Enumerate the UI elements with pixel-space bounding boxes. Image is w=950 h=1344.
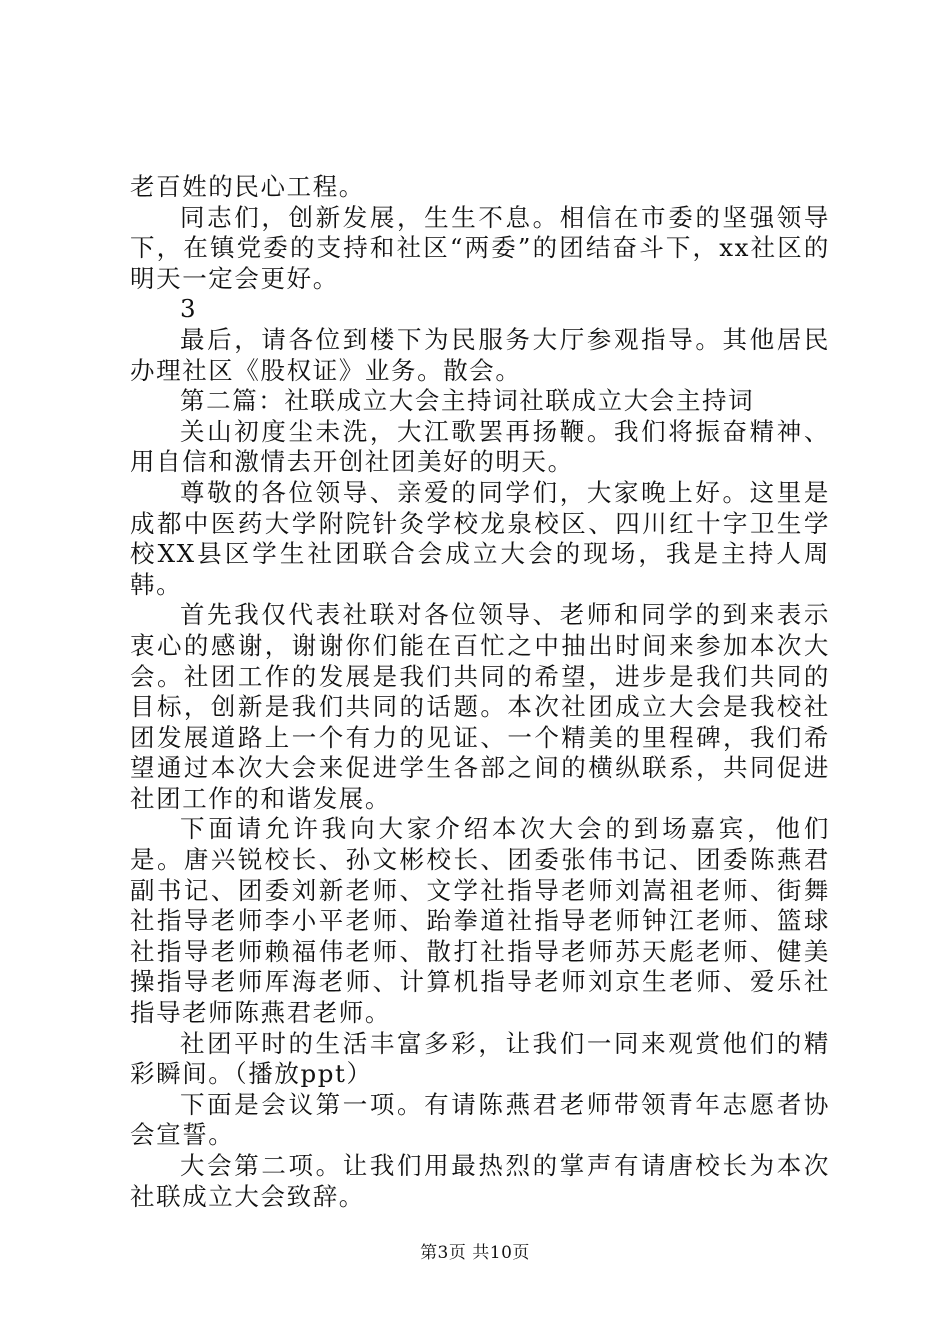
paragraph-12: 大会第二项。让我们用最热烈的掌声有请唐校长为本次社联成立大会致辞。: [130, 1151, 830, 1211]
paragraph-9: 下面请允许我向大家介绍本次大会的到场嘉宾，他们是。唐兴锐校长、孙文彬校长、团委张伟书记、团委陈燕君副书记、团委刘新老师、文学社指导老师刘嵩祖老师、街舞社指导老师李小平老师、跆拳道社指导老师钟江老师、篮球社指导老师赖福伟老师、散打社指导老师苏天彪老师、健美操指导老师厍海老师、计算机指导老师刘京生老师、爱乐社指导老师陈燕君老师。: [130, 814, 830, 1028]
paragraph-6: 关山初度尘未洗，大江歌罢再扬鞭。我们将振奋精神、用自信和激情去开创社团美好的明天。: [130, 416, 830, 477]
paragraph-2: 同志们，创新发展，生生不息。相信在市委的坚强领导下，在镇党委的支持和社区“两委”的团结奋斗下，xx社区的明天一定会更好。: [130, 202, 830, 293]
paragraph-4: 最后，请各位到楼下为民服务大厅参观指导。其他居民办理社区《股权证》业务。散会。: [130, 324, 830, 385]
paragraph-7: 尊敬的各位领导、亲爱的同学们，大家晚上好。这里是成都中医药大学附院针灸学校龙泉校区、四川红十字卫生学校XX县区学生社团联合会成立大会的现场，我是主持人周韩。: [130, 477, 830, 599]
page-number-footer: 第3页 共10页: [420, 1243, 530, 1263]
paragraph-10: 社团平时的生活丰富多彩，让我们一同来观赏他们的精彩瞬间。（播放ppt）: [130, 1028, 830, 1089]
paragraph-8: 首先我仅代表社联对各位领导、老师和同学的到来表示衷心的感谢，谢谢你们能在百忙之中抽出时间来参加本次大会。社团工作的发展是我们共同的希望，进步是我们共同的目标，创新是我们共同的话题。本次社团成立大会是我校社团发展道路上一个有力的见证、一个精美的里程碑，我们希望通过本次大会来促进学生各部之间的横纵联系，共同促进社团工作的和谐发展。: [130, 600, 830, 813]
document-body: [130, 172, 830, 1212]
paragraph-1: 老百姓的民心工程。: [130, 172, 365, 201]
paragraph-11: 下面是会议第一项。有请陈燕君老师带领青年志愿者协会宣誓。: [130, 1089, 830, 1150]
section-heading: 第二篇：社联成立大会主持词社联成立大会主持词: [180, 386, 755, 416]
paragraph-3: 3: [180, 294, 198, 324]
